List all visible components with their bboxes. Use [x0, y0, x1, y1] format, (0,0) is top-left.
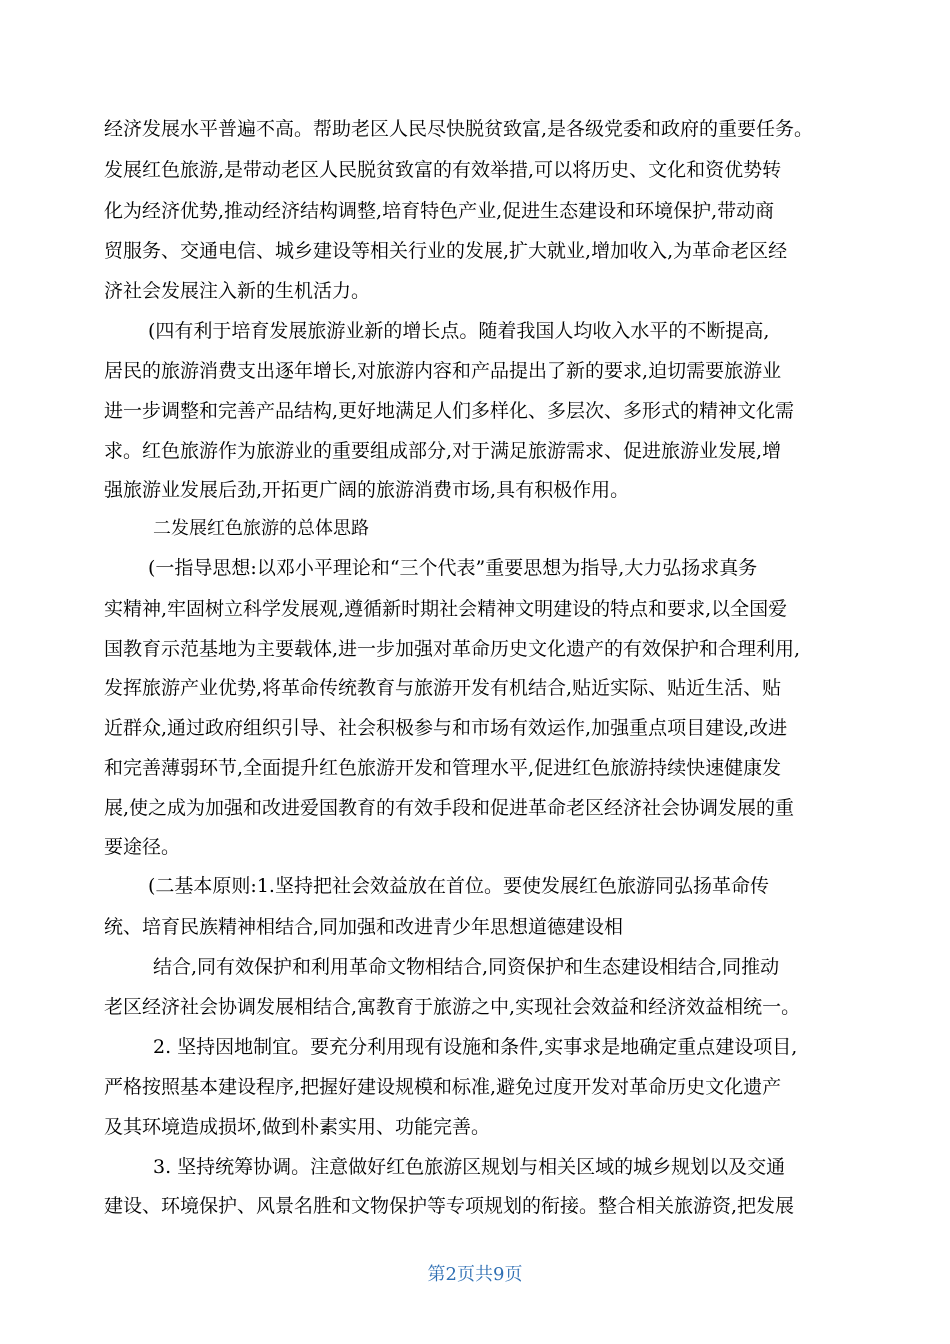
- paragraph-line: 发展红色旅游,是带动老区人民脱贫致富的有效举措,可以将历史、文化和资优势转: [104, 159, 782, 181]
- paragraph-line: 要途径。: [104, 836, 181, 858]
- paragraph-line: (四有利于培育发展旅游业新的增长点。随着我国人均收入水平的不断提高,: [148, 320, 770, 342]
- paragraph-line: 进一步调整和完善产品结构,更好地满足人们多样化、多层次、多形式的精神文化需: [104, 400, 795, 422]
- paragraph-line: 近群众,通过政府组织引导、社会积极参与和市场有效运作,加强重点项目建设,改进: [104, 717, 788, 739]
- paragraph-line: 济社会发展注入新的生机活力。: [104, 280, 371, 302]
- paragraph-line: 贸服务、交通电信、城乡建设等相关行业的发展,扩大就业,增加收入,为革命老区经: [104, 240, 788, 262]
- paragraph-line: 发挥旅游产业优势,将革命传统教育与旅游开发有机结合,贴近实际、贴近生活、贴: [104, 677, 782, 699]
- paragraph-line: 国教育示范基地为主要载体,进一步加强对革命历史文化遗产的有效保护和合理利用,: [104, 638, 801, 660]
- paragraph-line: (二基本原则:1.坚持把社会效益放在首位。要使发展红色旅游同弘扬革命传: [148, 875, 769, 897]
- paragraph-line: 经济发展水平普遍不高。帮助老区人民尽快脱贫致富,是各级党委和政府的重要任务。: [104, 118, 814, 140]
- paragraph-line: 实精神,牢固树立科学发展观,遵循新时期社会精神文明建设的特点和要求,以全国爱: [104, 598, 788, 620]
- paragraph-line: 统、培育民族精神相结合,同加强和改进青少年思想道德建设相: [104, 916, 624, 938]
- paragraph-line: 老区经济社会协调发展相结合,寓教育于旅游之中,实现社会效益和经济效益相统一。: [104, 996, 801, 1018]
- paragraph-line: 化为经济优势,推动经济结构调整,培育特色产业,促进生态建设和环境保护,带动商: [104, 200, 775, 222]
- paragraph-line: 强旅游业发展后劲,开拓更广阔的旅游消费市场,具有积极作用。: [104, 479, 630, 501]
- paragraph-line: 2. 坚持因地制宜。要充分利用现有设施和条件,实事求是地确定重点建设项目,: [153, 1036, 798, 1058]
- paragraph-line: 展,使之成为加强和改进爱国教育的有效手段和促进革命老区经济社会协调发展的重: [104, 797, 795, 819]
- paragraph-line: 严格按照基本建设程序,把握好建设规模和标准,避免过度开发对革命历史文化遗产: [104, 1076, 782, 1098]
- paragraph-line: 和完善薄弱环节,全面提升红色旅游开发和管理水平,促进红色旅游持续快速健康发: [104, 757, 782, 779]
- page-number-footer: 第2页共9页: [427, 1264, 523, 1285]
- paragraph-line: 及其环境造成损坏,做到朴素实用、功能完善。: [104, 1116, 491, 1138]
- paragraph-line: (一指导思想:以邓小平理论和“三个代表”重要思想为指导,大力弘扬求真务: [148, 557, 758, 579]
- section-heading: 二发展红色旅游的总体思路: [153, 518, 369, 539]
- paragraph-line: 结合,同有效保护和利用革命文物相结合,同资保护和生态建设相结合,同推动: [153, 956, 780, 978]
- paragraph-line: 居民的旅游消费支出逐年增长,对旅游内容和产品提出了新的要求,迫切需要旅游业: [104, 360, 782, 382]
- paragraph-line: 建设、环境保护、风景名胜和文物保护等专项规划的衔接。整合相关旅游资,把发展: [104, 1195, 795, 1217]
- paragraph-line: 3. 坚持统筹协调。注意做好红色旅游区规划与相关区域的城乡规划以及交通: [153, 1156, 786, 1178]
- paragraph-line: 求。红色旅游作为旅游业的重要组成部分,对于满足旅游需求、促进旅游业发展,增: [104, 440, 782, 462]
